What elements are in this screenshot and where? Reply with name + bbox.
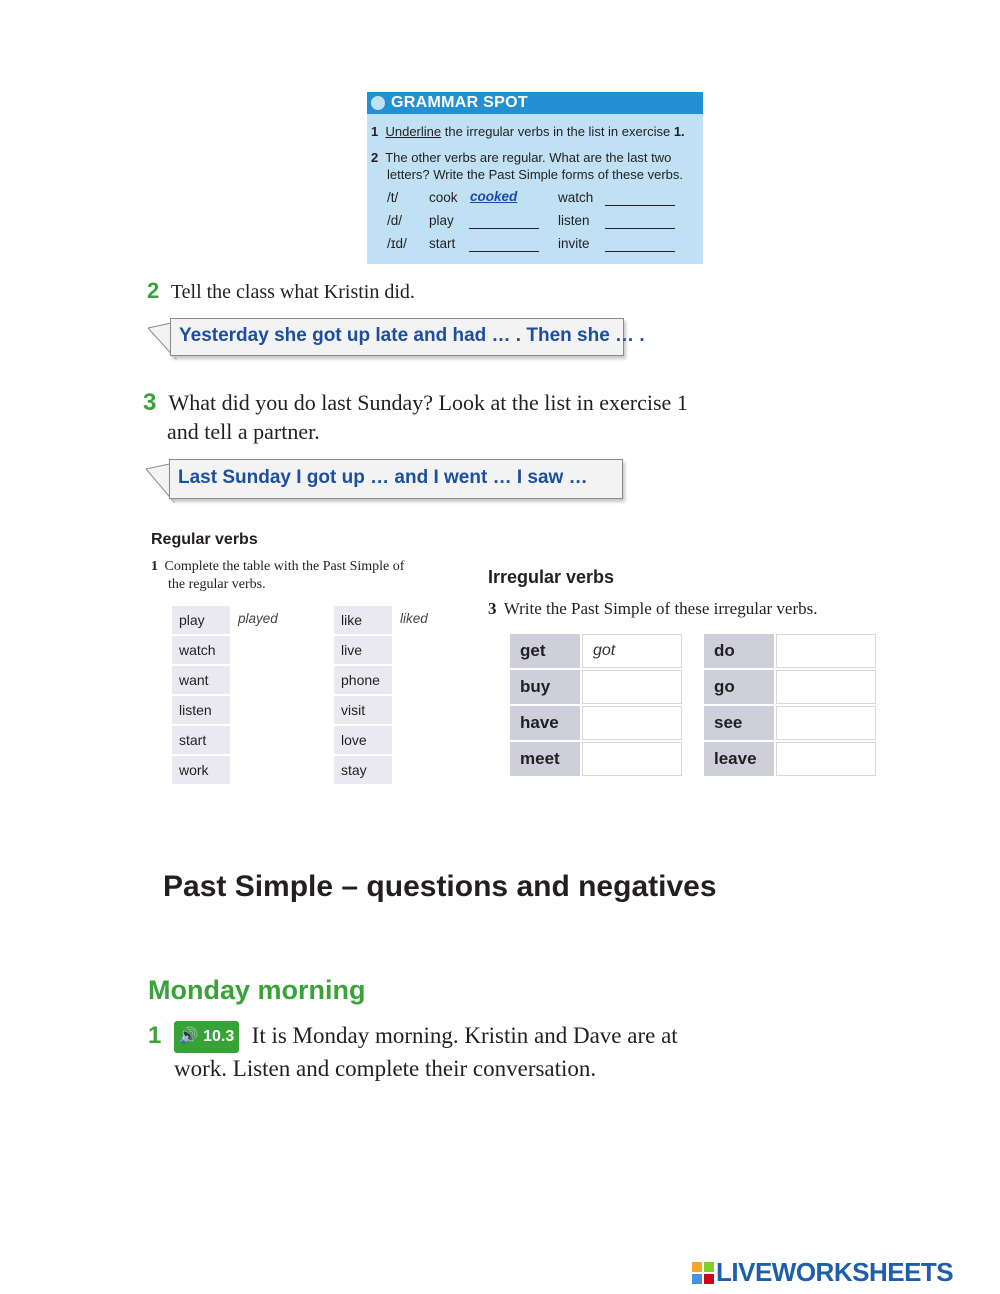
instruction-text: the regular verbs. — [168, 577, 266, 592]
regular-verbs-heading: Regular verbs — [151, 531, 258, 548]
exercise-number: 1 — [148, 1022, 162, 1049]
verb-cell: meet — [510, 742, 580, 776]
verb-cell: watch — [172, 636, 230, 664]
verb-label: start — [429, 236, 456, 251]
answer-field[interactable] — [776, 742, 876, 776]
answer-field[interactable]: got — [582, 634, 682, 668]
answer-field[interactable] — [582, 706, 682, 740]
logo-squares-icon — [692, 1262, 714, 1284]
exercise-text: work. Listen and complete their conversation. — [174, 1055, 597, 1081]
subsection-title: Monday morning — [148, 975, 366, 1005]
answer-field[interactable] — [238, 761, 308, 781]
verb-cell: get — [510, 634, 580, 668]
speech-bubble-ex2 — [170, 318, 645, 356]
verb-cell: see — [704, 706, 774, 740]
section-title: Past Simple – questions and negatives — [163, 870, 717, 903]
verb-label: invite — [558, 236, 590, 251]
irregular-verbs-heading: Irregular verbs — [488, 567, 615, 587]
verb-label: watch — [558, 190, 594, 205]
verb-cell: listen — [172, 696, 230, 724]
item-number: 2 — [371, 150, 379, 165]
answer-blank[interactable] — [605, 191, 675, 206]
verb-label: listen — [558, 213, 590, 228]
verb-cell: start — [172, 726, 230, 754]
exercise-monday — [148, 1020, 678, 1084]
instruction-text: Complete the table with the Past Simple of — [164, 559, 405, 574]
regular-instruction — [151, 558, 404, 594]
verb-cell: love — [334, 726, 392, 754]
answer-field[interactable] — [238, 641, 308, 661]
item-number: 1 — [371, 124, 379, 139]
answer-blank[interactable] — [605, 214, 675, 229]
answer-field[interactable] — [400, 761, 470, 781]
answer-field[interactable] — [400, 641, 470, 661]
verb-cell: play — [172, 606, 230, 634]
speech-bubble-ex3 — [169, 459, 623, 499]
audio-track-label: 10.3 — [203, 1027, 235, 1045]
bullet-icon — [371, 96, 385, 110]
sound-label: /d/ — [387, 213, 403, 228]
exercise-text: What did you do last Sunday? Look at the list in exercise 1 — [168, 390, 688, 415]
sound-label: /t/ — [387, 190, 399, 205]
answer-field[interactable] — [776, 706, 876, 740]
verb-cell: have — [510, 706, 580, 740]
exercise-text: and tell a partner. — [167, 419, 320, 444]
verb-label: cook — [429, 190, 458, 205]
grammar-item-1 — [371, 123, 685, 140]
underline-word: Underline — [385, 124, 442, 139]
answer-field[interactable] — [776, 634, 876, 668]
audio-button[interactable] — [174, 1021, 240, 1053]
exercise-2 — [147, 278, 415, 304]
exercise-number: 1 — [151, 559, 158, 574]
liveworksheets-logo — [692, 1257, 953, 1288]
answer-field[interactable] — [582, 742, 682, 776]
exercise-number: 3 — [488, 599, 497, 618]
item-text: the irregular verbs in the list in exercise — [444, 124, 671, 139]
exercise-number: 3 — [143, 389, 157, 416]
answer-field[interactable] — [400, 731, 470, 751]
exercise-text: It is Monday morning. Kristin and Dave are at — [251, 1023, 678, 1048]
item-text: The other verbs are regular. What are the last two — [385, 150, 672, 165]
answer-field[interactable] — [238, 701, 308, 721]
verb-cell: visit — [334, 696, 392, 724]
answer-field[interactable] — [582, 670, 682, 704]
answer-field[interactable]: cooked — [470, 189, 518, 204]
answer-field[interactable] — [400, 671, 470, 691]
speaker-icon: 🔊 — [178, 1027, 199, 1045]
exercise-3 — [143, 388, 688, 446]
verb-cell: do — [704, 634, 774, 668]
answer-field[interactable] — [400, 701, 470, 721]
grammar-item-2 — [371, 149, 671, 166]
verb-label: play — [429, 213, 454, 228]
answer-blank[interactable] — [605, 237, 675, 252]
answer-field[interactable] — [238, 671, 308, 691]
verb-cell: buy — [510, 670, 580, 704]
irregular-instruction — [488, 599, 817, 619]
answer-blank[interactable] — [469, 237, 539, 252]
grammar-spot-title: GRAMMAR SPOT — [391, 94, 528, 111]
answer-field[interactable]: liked — [400, 611, 428, 626]
answer-field[interactable] — [238, 731, 308, 751]
verb-cell: like — [334, 606, 392, 634]
exercise-text: Tell the class what Kristin did. — [170, 281, 415, 303]
verb-cell: phone — [334, 666, 392, 694]
grammar-spot-box — [367, 92, 703, 264]
grammar-item-2-line2: letters? Write the Past Simple forms of these verbs. — [387, 167, 683, 182]
verb-cell: want — [172, 666, 230, 694]
verb-cell: go — [704, 670, 774, 704]
sound-label: /ɪd/ — [387, 236, 407, 251]
exercise-number: 2 — [147, 278, 160, 303]
bubble-text: Yesterday she got up late and had … . Then she … . — [179, 325, 645, 346]
answer-field[interactable] — [776, 670, 876, 704]
verb-cell: work — [172, 756, 230, 784]
verb-cell: stay — [334, 756, 392, 784]
bubble-text: Last Sunday I got up … and I went … I saw … — [178, 467, 588, 488]
verb-cell: leave — [704, 742, 774, 776]
verb-cell: live — [334, 636, 392, 664]
answer-field[interactable]: played — [238, 611, 278, 626]
logo-text: LIVEWORKSHEETS — [716, 1257, 954, 1287]
answer-blank[interactable] — [469, 214, 539, 229]
item-ref: 1. — [673, 124, 685, 139]
grammar-spot-header — [367, 92, 703, 114]
instruction-text: Write the Past Simple of these irregular verbs. — [503, 599, 818, 618]
